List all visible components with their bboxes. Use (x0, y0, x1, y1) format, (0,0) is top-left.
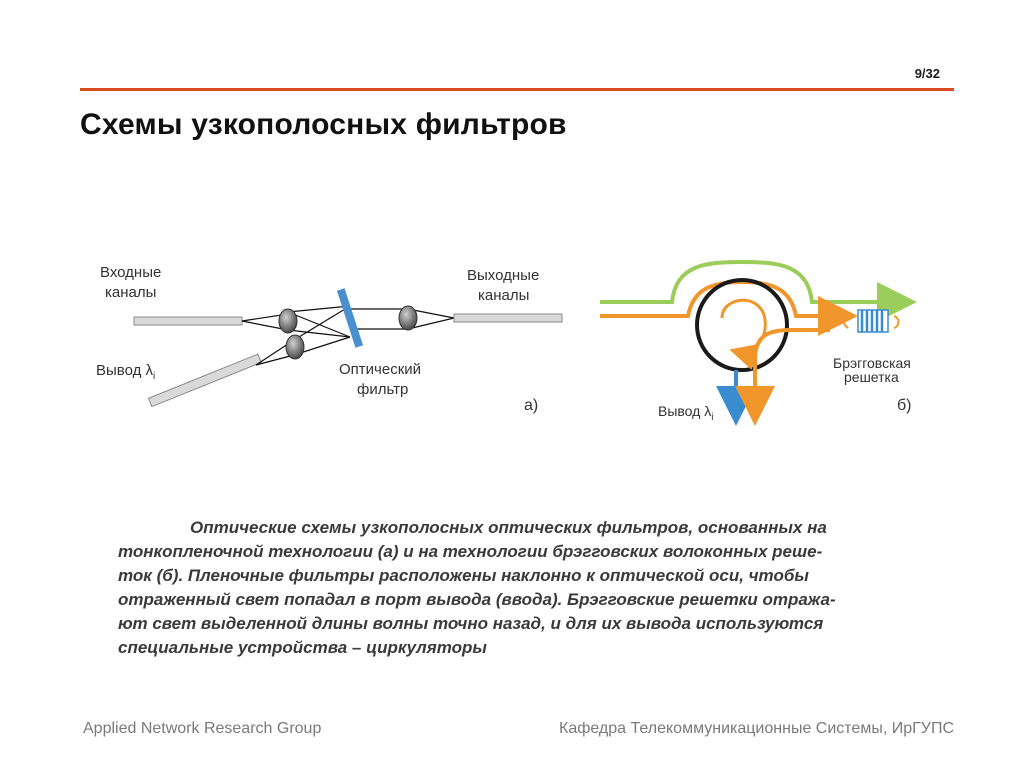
panel-label-a: а) (524, 397, 539, 414)
bragg-grating (844, 310, 899, 332)
panel-label-b: б) (897, 397, 912, 414)
figure-caption (118, 516, 918, 660)
drop-lens (286, 335, 304, 359)
output-lens (399, 306, 417, 330)
grating-label-line2: решетка (844, 369, 899, 385)
caption-line: ток (б). Пленочные фильтры расположены наклонно к оптической оси, чтобы (118, 566, 809, 585)
output-fiber (454, 314, 562, 322)
caption-line: Оптические схемы узкополосных оптических фильтров, основанных на (190, 518, 827, 537)
drop-label-b: Вывод $\lambda_i$ (658, 403, 714, 423)
optical-filter (337, 288, 363, 348)
figure-b (600, 262, 912, 423)
circulator-ring (697, 280, 787, 370)
grating-label-line1: Брэгговская (833, 355, 911, 371)
page-number: 9/32 (914, 66, 940, 81)
drop-fiber (149, 354, 262, 407)
input-label-line1: Входные (100, 264, 162, 281)
footer-organization: Applied Network Research Group (83, 720, 322, 737)
input-label-line2: каналы (105, 284, 157, 301)
filter-label-line2: фильтр (357, 381, 409, 398)
output-label-line1: Выходные (467, 267, 540, 284)
caption-line: ют свет выделенной длины волны точно назад, и для их вывода используются (118, 614, 824, 633)
footer-department: Кафедра Телекоммуникационные Системы, ИрГУПС (559, 720, 954, 737)
orange-output-path (755, 330, 830, 414)
caption-line: тонкопленочной технологии (а) и на технологии брэгговских волоконных реше- (118, 542, 823, 561)
input-fiber (134, 317, 242, 325)
input-lens (279, 309, 297, 333)
caption-line: отраженный свет попадал в порт вывода (ввода). Брэгговские решетки отража- (118, 590, 836, 609)
filter-label-line1: Оптический (339, 361, 422, 378)
slide-title: Схемы узкополосных фильтров (80, 108, 567, 141)
caption-line: специальные устройства – циркуляторы (118, 638, 487, 657)
drop-label-a: Вывод $\lambda_i$ (96, 362, 156, 382)
figure-a (96, 264, 562, 414)
output-label-line2: каналы (478, 287, 530, 304)
